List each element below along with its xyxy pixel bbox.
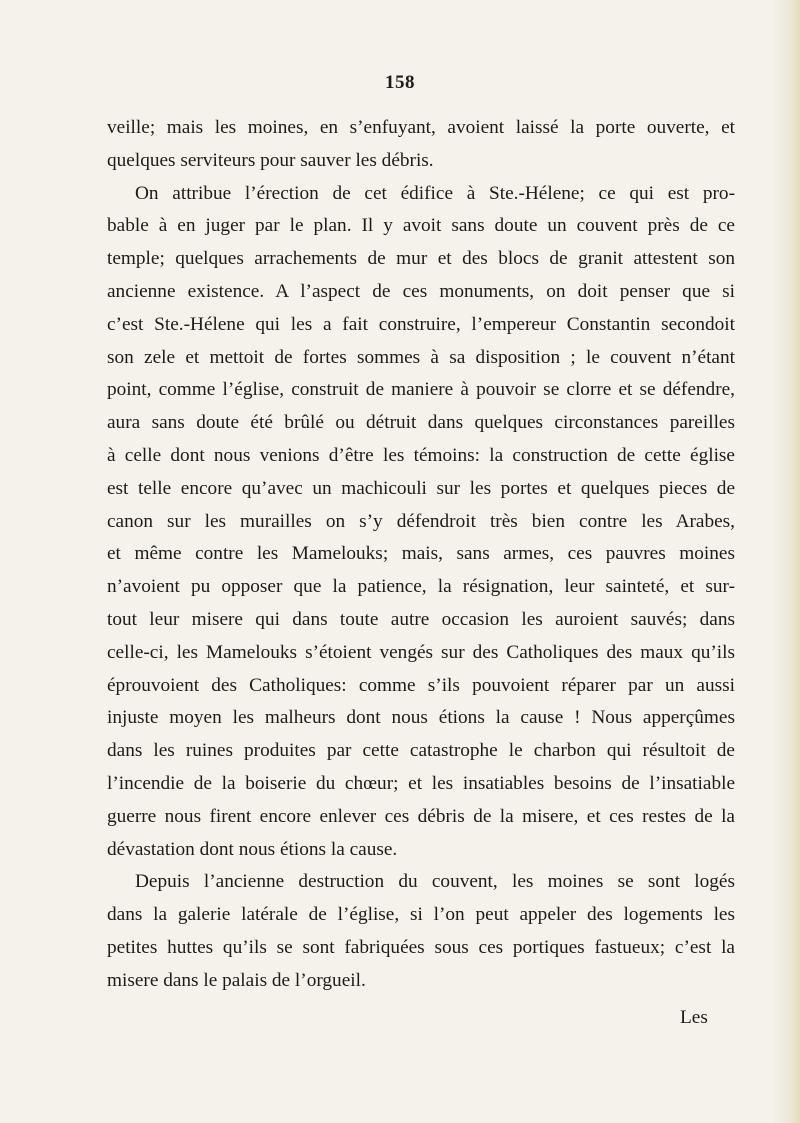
body-text: [107, 112, 735, 998]
text-line: dans la galerie latérale de l’église, si l’on peut appeler des logements les: [107, 904, 735, 926]
text-line: à celle dont nous venions d’être les témoins: la construction de cette église: [107, 444, 735, 466]
text-line: son zele et mettoit de fortes sommes à sa disposition ; le couvent n’étant: [107, 346, 735, 368]
text-line: canon sur les murailles on s’y défendroit très bien contre les Arabes,: [107, 510, 735, 532]
page-edge-shadow: [772, 0, 800, 1123]
text-line: temple; quelques arrachements de mur et des blocs de granit attestent son: [107, 248, 735, 270]
text-line: tout leur misere qui dans toute autre occasion les auroient sauvés; dans: [107, 608, 735, 630]
text-line: misere dans le palais de l’orgueil.: [107, 969, 366, 991]
text-line: éprouvoient des Catholiques: comme s’ils pouvoient réparer par un aussi: [107, 674, 735, 696]
catchword: Les: [680, 1007, 708, 1028]
text-line: On attribue l’érection de cet édifice à Ste.-Hélene; ce qui est pro-: [135, 182, 735, 204]
text-line: n’avoient pu opposer que la patience, la résignation, leur sainteté, et sur-: [107, 576, 735, 598]
text-line: guerre nous firent encore enlever ces débris de la misere, et ces restes de la: [107, 805, 735, 827]
text-line: point, comme l’église, construit de maniere à pouvoir se clorre et se défendre,: [107, 379, 735, 401]
text-line: Depuis l’ancienne destruction du couvent, les moines se sont logés: [135, 871, 735, 893]
text-line: dévastation dont nous étions la cause.: [107, 838, 398, 860]
text-line: petites huttes qu’ils se sont fabriquées sous ces portiques fastueux; c’est la: [107, 936, 735, 958]
text-line: veille; mais les moines, en s’enfuyant, avoient laissé la porte ouverte, et: [107, 117, 735, 138]
text-line: dans les ruines produites par cette catastrophe le charbon qui résultoit de: [107, 740, 735, 762]
text-line: bable à en juger par le plan. Il y avoit sans doute un couvent près de ce: [107, 215, 735, 237]
text-line: est telle encore qu’avec un machicouli sur les portes et quelques pieces de: [107, 477, 735, 499]
text-line: l’incendie de la boiserie du chœur; et les insatiables besoins de l’insatiable: [107, 772, 735, 794]
text-line: ancienne existence. A l’aspect de ces monuments, on doit penser que si: [107, 280, 735, 302]
text-line: aura sans doute été brûlé ou détruit dans quelques circonstances pareilles: [107, 412, 735, 434]
text-line: celle-ci, les Mamelouks s’étoient vengés sur des Catholiques des maux qu’ils: [107, 641, 735, 663]
page-number: 158: [385, 72, 415, 93]
text-line: et même contre les Mamelouks; mais, sans armes, ces pauvres moines: [107, 543, 735, 565]
text-line: c’est Ste.-Hélene qui les a fait construire, l’empereur Constantin secondoit: [107, 313, 735, 335]
text-line: injuste moyen les malheurs dont nous étions la cause ! Nous apperçûmes: [107, 707, 735, 729]
text-line: quelques serviteurs pour sauver les débris.: [107, 149, 434, 171]
